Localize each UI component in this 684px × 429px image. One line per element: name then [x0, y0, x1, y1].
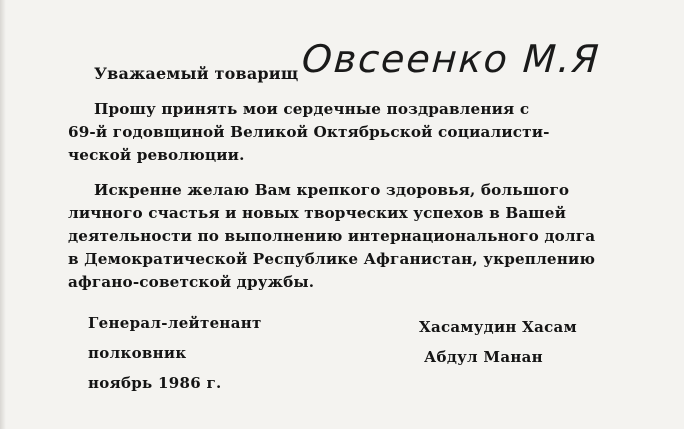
signer-name-khasamudin: Хасамудин Хасам	[419, 318, 577, 336]
signer-rank-colonel: полковник	[88, 344, 187, 362]
paragraph2-line: в Демократической Республике Афганистан, укреплению	[68, 250, 596, 268]
paragraph-congratulations	[68, 98, 596, 167]
paragraph2-line: Искренне желаю Вам крепкого здоровья, большого	[94, 181, 570, 199]
card-edge-shadow	[0, 0, 6, 429]
signer-name-abdul: Абдул Манан	[424, 348, 543, 366]
signer-rank-general: Генерал-лейтенант	[88, 314, 262, 332]
salutation: Уважаемый товарищ	[94, 64, 299, 83]
paragraph2-line: личного счастья и новых творческих успехов в Вашей	[68, 204, 567, 222]
date-line: ноябрь 1986 г.	[88, 374, 222, 392]
paragraph1-line: Прошу принять мои сердечные поздравления с	[94, 100, 530, 118]
paragraph1-line: ческой революции.	[68, 146, 245, 164]
paragraph1-line: 69-й годовщиной Великой Октябрьской социалисти-	[68, 123, 550, 141]
paragraph2-line: деятельности по выполнению интернационального долга	[68, 227, 596, 245]
paragraph-wishes	[68, 179, 596, 294]
recipient-handwritten-name: Овсеенко М.Я	[300, 37, 602, 81]
paragraph2-line: афгано-советской дружбы.	[68, 273, 315, 291]
